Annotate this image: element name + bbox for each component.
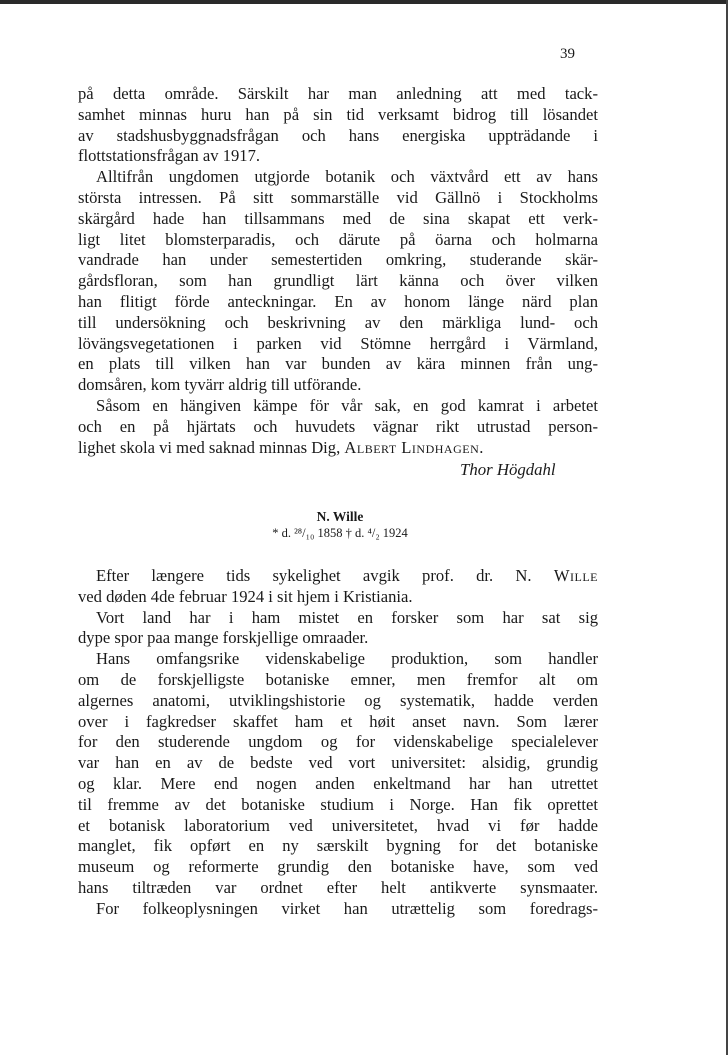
text-line: hans tiltræden var ordnet efter helt antikverte synsmaater.	[78, 877, 598, 897]
text-line: han flitigt förde anteckningar. En av honom länge närd plan	[78, 291, 598, 311]
text-line: ligt litet blomsterparadis, och därute på öarna och holmarna	[78, 229, 598, 249]
text-line: museum og reformerte grundig den botaniske have, som ved	[78, 857, 598, 877]
text-line: Såsom en hängiven kämpe för vår sak, en god kamrat i arbetet	[96, 395, 598, 415]
text-line: for den studerende ungdom og for videnskabelige specialelever	[78, 732, 598, 752]
obituary-heading: N. Wille	[316, 509, 364, 524]
text-line: av stadshusbyggnadsfrågan och hans energiska uppträdande i	[78, 125, 598, 145]
person-name: Wille	[553, 566, 598, 585]
text-line: flottstationsfrågan av 1917.	[78, 146, 261, 166]
text-line	[78, 566, 598, 587]
text-line: et botanisk laboratorium ved universitetet, hvad vi før hadde	[78, 815, 598, 835]
text-line: til fremme av det botaniske studium i Norge. Han fik oprettet	[78, 794, 598, 814]
text-line: lövängsvegetationen i parken vid Stömne herrgård i Värmland,	[78, 333, 598, 353]
text-fragment: lighet skola vi med saknad minnas Dig,	[78, 437, 345, 457]
obituary-dates: * d. ²⁸/₁₀ 1858 † d. ⁴/₂ 1924	[272, 526, 408, 540]
text-line: var han en av de bedste ved vort universitet: alsidig, grundig	[78, 753, 598, 773]
text-line: algernes anatomi, utviklingshistorie og systematik, hadde verden	[78, 690, 598, 710]
text-line: en plats till vilken han var bunden av kära minnen från ung-	[78, 354, 598, 374]
text-line: skärgård hade han tillsammans med de sina skapat ett verk-	[78, 208, 598, 228]
text-line: Vort land har i ham mistet en forsker som har sat sig	[96, 607, 598, 627]
text-line: vandrade han under semestertiden omkring, studerande skär-	[78, 250, 598, 270]
author-name: Albert Lindhagen.	[344, 437, 484, 457]
text-line: ved døden 4de februar 1924 i sit hjem i Kristiania.	[78, 586, 413, 606]
obituary-text	[78, 566, 598, 920]
text-line: manglet, fik opført en ny særskilt bygning for det botaniske	[78, 836, 598, 856]
text-line: dype spor paa mange forskjellige omraader.	[78, 628, 369, 648]
text-line: samhet minnas huru han på sin tid verksamt bidrog till lösandet	[78, 104, 598, 124]
text-line: gårdsfloran, som han grundligt lärt känna och över vilken	[78, 271, 598, 291]
text-line: og klar. Mere end nogen anden enkeltmand har han utrettet	[78, 773, 598, 793]
text-line: största intressen. På sitt sommarställe vid Gällnö i Stockholms	[78, 187, 598, 207]
text-line: domsåren, kom tyvärr aldrig till utförande.	[78, 375, 362, 395]
text-line: till undersökning och beskrivning av den märkliga lund- och	[78, 312, 598, 332]
text-line: For folkeoplysningen virket han utrættelig som foredrags-	[96, 898, 598, 918]
text-line: over i fagkredser skaffet ham et høit anset navn. Som lærer	[78, 711, 598, 731]
page-number: 39	[560, 46, 575, 62]
text-line: om de forskjelligste botaniske emner, men fremfor alt om	[78, 669, 598, 689]
text-fragment: Efter længere tids sykelighet avgik prof. dr. N.	[96, 566, 554, 585]
text-line: Hans omfangsrike videnskabelige produktion, som handler	[96, 649, 598, 669]
text-line: på detta område. Särskilt har man anledning att med tack-	[78, 84, 598, 103]
signature: Thor Högdahl	[460, 460, 556, 479]
text-line: och en på hjärtats och huvudets vägnar rikt utrustad person-	[78, 416, 598, 436]
section-one-text	[78, 84, 598, 458]
text-line	[78, 438, 598, 459]
text-line: Alltifrån ungdomen utgjorde botanik och växtvård ett av hans	[96, 167, 598, 187]
page-edge-top	[0, 0, 728, 4]
